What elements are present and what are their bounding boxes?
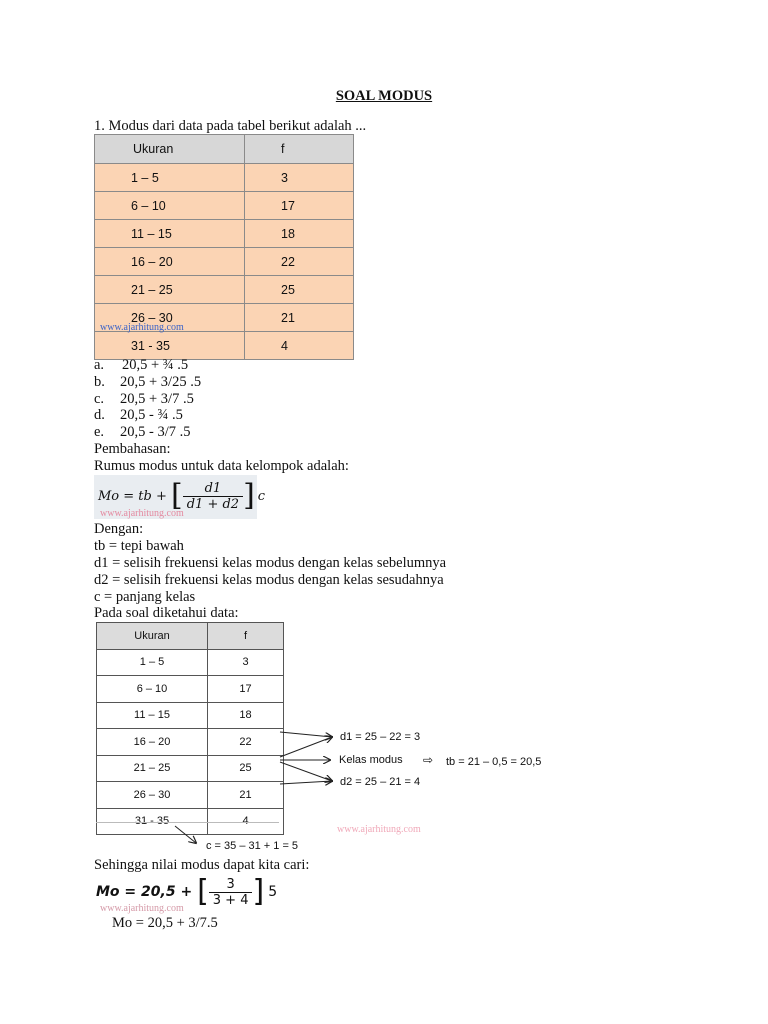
cell-ukuran: 21 – 25 [95, 276, 245, 304]
watermark-text: www.ajarhitung.com [337, 824, 421, 835]
option-text: 20,5 + 3/7 .5 [120, 391, 194, 407]
definition-line: d1 = selisih frekuensi kelas modus dengan kelas sebelumnya [94, 555, 447, 571]
fraction-denominator: 3 + 4 [212, 892, 249, 908]
arrow-d2-from-next [280, 781, 332, 784]
definition-line: tb = tepi bawah [94, 538, 184, 554]
watermark-text: www.ajarhitung.com [100, 322, 184, 333]
cell-f: 4 [245, 332, 354, 360]
annotation-kelas-modus: Kelas modus [339, 754, 403, 766]
fraction-numerator: d1 [183, 481, 243, 497]
option-letter: d. [94, 407, 105, 423]
cell-f: 21 [208, 782, 284, 809]
cell-ukuran: 26 – 30 [97, 782, 208, 809]
arrow-d2-from-kelas-modus [280, 762, 332, 781]
cell-ukuran: 1 – 5 [97, 649, 208, 676]
option-text: 20,5 - ¾ .5 [120, 407, 183, 423]
rumus-intro: Rumus modus untuk data kelompok adalah: [94, 458, 349, 474]
cell-ukuran: 11 – 15 [95, 220, 245, 248]
sehingga-text: Sehingga nilai modus dapat kita cari: [94, 857, 310, 873]
cell-f: 22 [245, 248, 354, 276]
bracket-left: [ [197, 874, 209, 909]
option-text: 20,5 - 3/7 .5 [120, 424, 191, 440]
cell-ukuran: 16 – 20 [97, 729, 208, 756]
dengan-label: Dengan: [94, 521, 144, 537]
result-text: Mo = 20,5 + 3/7.5 [112, 915, 218, 931]
formula-tail: 5 [268, 884, 278, 900]
header-ukuran: Ukuran [95, 135, 245, 164]
cell-f: 18 [245, 220, 354, 248]
formula-fraction [209, 877, 253, 908]
cell-ukuran: 6 – 10 [97, 676, 208, 703]
option-text: 20,5 + ¾ .5 [122, 357, 189, 373]
formula-lhs: Mo = tb + [98, 488, 171, 504]
cell-f: 17 [245, 192, 354, 220]
cell-f: 17 [208, 676, 284, 703]
cell-ukuran: 21 – 25 [97, 755, 208, 782]
fraction-numerator: 3 [209, 877, 253, 893]
cell-f: 25 [245, 276, 354, 304]
cell-ukuran: 16 – 20 [95, 248, 245, 276]
arrow-d1-from-kelas-modus [280, 737, 332, 757]
annotation-c: c = 35 – 31 + 1 = 5 [206, 840, 299, 852]
pembahasan-label: Pembahasan: [94, 441, 171, 457]
option-letter: c. [94, 391, 105, 407]
watermark-text: www.ajarhitung.com [100, 903, 184, 914]
cell-f: 25 [208, 755, 284, 782]
cell-f: 3 [245, 164, 354, 192]
option-text: 20,5 + 3/25 .5 [120, 374, 202, 390]
pada-soal-label: Pada soal diketahui data: [94, 605, 239, 621]
cell-ukuran: 1 – 5 [95, 164, 245, 192]
header-f: f [245, 135, 354, 164]
cell-ukuran: 11 – 15 [97, 702, 208, 729]
definition-line: d2 = selisih frekuensi kelas modus dengan kelas sesudahnya [94, 572, 444, 588]
cell-f: 18 [208, 702, 284, 729]
header-ukuran: Ukuran [97, 623, 208, 650]
cell-ukuran: 31 - 35 [95, 332, 245, 360]
option-letter: e. [94, 424, 105, 440]
option-letter: b. [94, 374, 105, 390]
header-f: f [208, 623, 284, 650]
fraction-denominator: d1 + d2 [186, 496, 240, 512]
formula-tail: c [257, 488, 266, 504]
formula-lhs: Mo = 20,5 + [96, 884, 198, 900]
arrow-c [175, 826, 196, 843]
implies-arrow-icon: ⇨ [423, 753, 434, 767]
cell-ukuran: 26 – 30 [95, 304, 245, 332]
cell-ukuran: 6 – 10 [95, 192, 245, 220]
annotation-tb: tb = 21 – 0,5 = 20,5 [446, 756, 542, 768]
bracket-right: ] [252, 874, 265, 909]
watermark-text: www.ajarhitung.com [100, 508, 184, 519]
cell-f: 21 [245, 304, 354, 332]
question-text: 1. Modus dari data pada tabel berikut adalah ... [94, 118, 367, 134]
cell-f: 3 [208, 649, 284, 676]
bracket-right: ] [243, 478, 255, 513]
annotation-d1: d1 = 25 – 22 = 3 [340, 731, 421, 743]
annotation-d2: d2 = 25 – 21 = 4 [340, 776, 421, 788]
arrow-d1-from-previous [280, 732, 332, 737]
cell-f: 22 [208, 729, 284, 756]
option-letter: a. [94, 357, 105, 373]
bracket-left: [ [171, 478, 183, 513]
page-title: SOAL MODUS [335, 88, 433, 104]
definition-line: c = panjang kelas [94, 589, 196, 605]
